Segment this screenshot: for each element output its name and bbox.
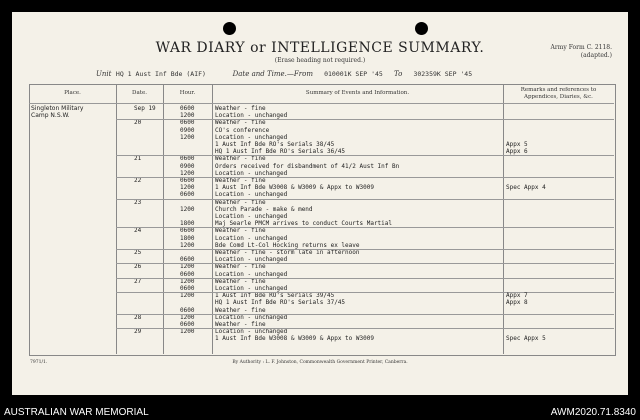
header-date: Date. <box>132 90 147 96</box>
hour-value: 0600 <box>180 227 195 235</box>
row-rule <box>116 119 614 120</box>
event-line: CO's conference <box>215 126 270 134</box>
header-place: Place. <box>64 90 81 96</box>
event-line: Bde Comd Lt-Col Hocking returns ex leave <box>215 241 360 249</box>
date-value: 26 <box>134 263 142 271</box>
hour-value: 1200 <box>180 169 195 177</box>
event-line: Weather - fine <box>215 198 266 206</box>
place-entry: Singleton Military Camp N.S.W. <box>31 105 84 119</box>
event-line: HQ 1 Aust Inf Bde RO's Serials 36/45 <box>215 148 346 156</box>
date-value: 20 <box>134 119 142 127</box>
date-value: 24 <box>134 227 142 235</box>
header-remarks: Remarks and references to Appendices, Diaries, &c. <box>520 86 597 100</box>
form-subtitle: (Erase heading not required.) <box>274 57 366 64</box>
event-line: Weather - fine <box>215 306 266 314</box>
row-rule <box>116 249 614 250</box>
event-line: Weather - fine <box>215 277 266 285</box>
header-rule <box>29 103 614 104</box>
date-value: 28 <box>134 313 142 321</box>
event-line: Weather - fine <box>215 321 266 328</box>
hour-value: 1200 <box>180 263 195 271</box>
archive-caption: AUSTRALIAN WAR MEMORIAL <box>4 407 149 418</box>
date-value: 29 <box>134 328 142 336</box>
event-line: Location - unchanged <box>215 112 288 120</box>
event-line: Location - unchanged <box>215 285 288 292</box>
event-line: Location - unchanged <box>215 191 288 199</box>
event-line: Location - unchanged <box>215 213 288 220</box>
hour-value: 0600 <box>180 306 195 314</box>
punch-hole <box>223 22 236 35</box>
event-line: Location - unchanged <box>215 133 288 141</box>
hour-value: 0900 <box>180 162 195 170</box>
hour-value: 1800 <box>180 234 195 242</box>
event-line: Weather - fine <box>215 227 266 235</box>
event-line: Location - unchanged <box>215 234 288 242</box>
event-line: Weather - fine <box>215 155 266 163</box>
remark-entry: Appx 5 <box>506 141 528 148</box>
remark-entry: Spec Appx 4 <box>506 184 546 192</box>
to-value: 302359K SEP '45 <box>413 70 473 78</box>
event-line: HQ 1 Aust Inf Bde RO's Serials 37/45 <box>215 299 346 307</box>
row-rule <box>116 177 614 178</box>
event-line: Maj Searle PMCM arrives to conduct Courts Martial <box>215 220 393 228</box>
event-line: Location - unchanged <box>215 313 288 321</box>
remark-entry: Spec Appx 5 <box>506 335 546 343</box>
hour-value: 0600 <box>180 119 195 127</box>
event-line: Weather - fine <box>215 105 266 112</box>
unit-line <box>96 70 472 78</box>
row-rule <box>116 227 614 228</box>
hour-value: 0600 <box>180 270 195 278</box>
event-line: Location - unchanged <box>215 270 288 278</box>
row-rule <box>116 199 614 200</box>
event-line: Location - unchanged <box>215 256 288 264</box>
date-value: Sep 19 <box>134 105 156 112</box>
from-value: 010001K SEP '45 <box>324 70 383 78</box>
hour-value: 1200 <box>180 277 195 285</box>
event-line: 1 Aust Inf Bde RO's Serials 39/45 <box>215 292 335 300</box>
event-line: Location - unchanged <box>215 328 288 336</box>
date-value: 27 <box>134 277 142 285</box>
printer-footer: By Authority : L. F. Johnston, Commonwealth Government Printer, Canberra. <box>232 360 408 365</box>
form-title: WAR DIARY or INTELLIGENCE SUMMARY. <box>155 40 485 56</box>
remark-entry: Appx 6 <box>506 148 528 156</box>
army-form-label <box>542 44 612 60</box>
unit-label: Unit <box>96 70 112 78</box>
header-summary: Summary of Events and Information. <box>305 90 410 96</box>
hour-value: 0900 <box>180 126 195 134</box>
unit-value: HQ 1 Aust Inf Bde (AIF) <box>115 70 206 78</box>
hour-value: 1200 <box>180 133 195 141</box>
army-form-adapted: (adapted.) <box>580 52 612 59</box>
event-line: Church Parade - make & mend <box>215 205 313 213</box>
row-rule <box>116 328 614 329</box>
event-line: 1 Aust Inf Bde W3008 & W3009 & Appx to W3009 <box>215 335 374 343</box>
remark-entry: Appx 8 <box>506 299 528 307</box>
archive-accession: AWM2020.71.8340 <box>550 407 636 418</box>
hour-value: 0600 <box>180 321 195 328</box>
date-value: 22 <box>134 177 142 184</box>
event-line: 1 Aust Inf Bde RO's Serials 38/45 <box>215 141 335 148</box>
row-rule <box>116 155 614 156</box>
remark-entry: Appx 7 <box>506 292 528 300</box>
footer-code: 7971/1. <box>30 360 48 365</box>
hour-value: 0600 <box>180 191 195 199</box>
row-rule <box>116 292 614 293</box>
event-line: Location - unchanged <box>215 169 288 177</box>
punch-hole <box>415 22 428 35</box>
hour-value: 1200 <box>180 112 195 120</box>
datetime-label: Date and Time.—From <box>232 70 313 78</box>
to-label: To <box>393 70 403 78</box>
hour-value: 0600 <box>180 155 195 163</box>
hour-value: 0600 <box>180 105 195 112</box>
hour-value: 0600 <box>180 177 195 184</box>
event-line: Weather - fine - storm late in afternoon <box>215 249 360 256</box>
hour-value: 0600 <box>180 285 195 292</box>
date-value: 25 <box>134 249 142 256</box>
date-value: 23 <box>134 198 142 206</box>
event-line: Orders received for disbandment of 41/2 Aust Inf Bn <box>215 162 400 170</box>
event-line: Weather - fine <box>215 263 266 271</box>
hour-value: 1200 <box>180 292 195 300</box>
event-line: 1 Aust Inf Bde W3008 & W3009 & Appx to W3009 <box>215 184 374 192</box>
army-form-number: Army Form C. 2118. <box>550 44 612 51</box>
event-line: Weather - fine <box>215 119 266 127</box>
row-rule <box>116 314 614 315</box>
hour-value: 1800 <box>180 220 195 228</box>
hour-value: 1200 <box>180 313 195 321</box>
hour-value: 1200 <box>180 184 195 192</box>
hour-value: 1200 <box>180 328 195 336</box>
hour-value: 1200 <box>180 205 195 213</box>
header-hour: Hour. <box>179 90 196 96</box>
row-rule <box>116 263 614 264</box>
hour-value: 0600 <box>180 256 195 264</box>
date-value: 21 <box>134 155 142 163</box>
row-rule <box>116 278 614 279</box>
hour-value: 1200 <box>180 241 195 249</box>
event-line: Weather - fine <box>215 177 266 184</box>
